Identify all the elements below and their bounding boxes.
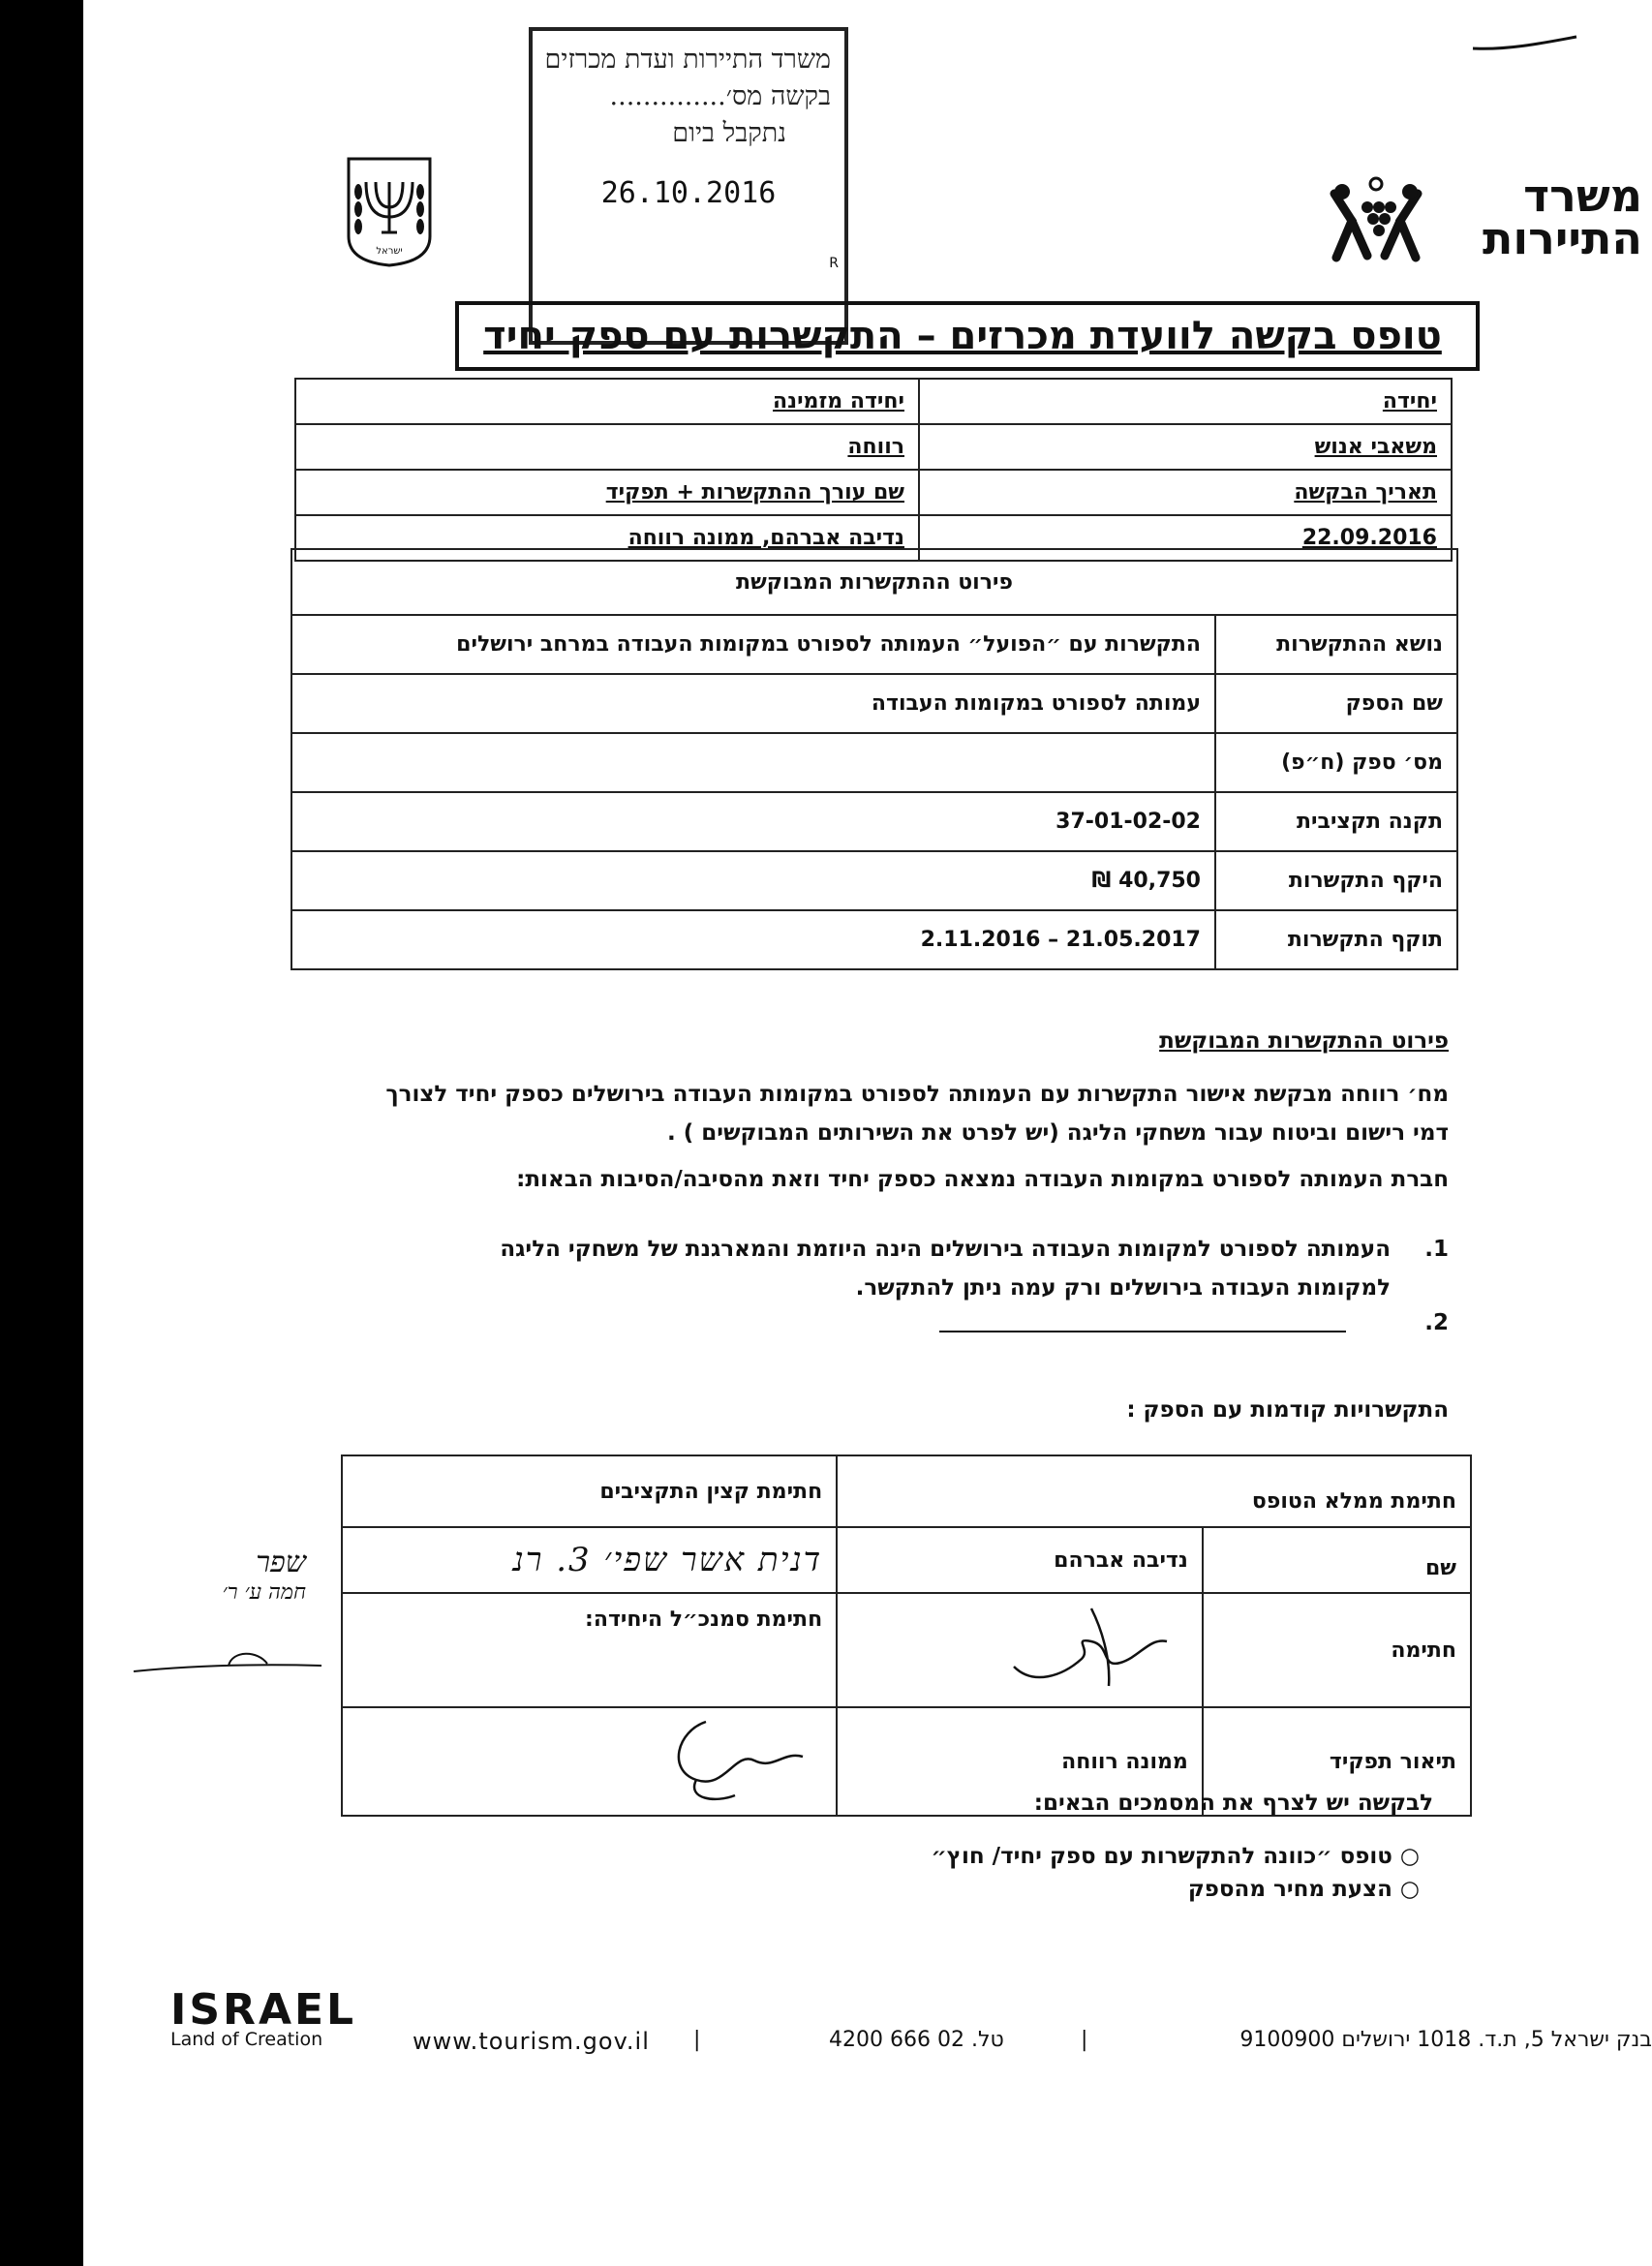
details-table-value: 21.05.2017 – 2.11.2016 xyxy=(291,910,1215,969)
signature-label: חתימה xyxy=(1203,1593,1471,1707)
form-title: טופס בקשה לוועדת מכרזים – התקשרות עם ספק יחיד xyxy=(483,314,1442,358)
request-paragraph-line1: מח׳ רווחה מבקשת אישור התקשרות עם העמותה לספורט במקומות העבודה בירושלים כספק יחיד לצורך xyxy=(385,1082,1449,1107)
state-emblem xyxy=(343,153,436,269)
previous-engagements: התקשרויות קודמות עם הספק : xyxy=(1126,1397,1449,1423)
details-table-row xyxy=(291,792,1457,851)
details-table-label: תקנה תקציבית xyxy=(1215,792,1457,851)
circle-bullet-icon: ○ xyxy=(1392,1844,1420,1869)
budget-officer-signature-header: חתימת קצין התקציבים xyxy=(342,1455,837,1527)
unit-table-row xyxy=(295,424,1452,470)
unit-table-value: יחידה מזמינה xyxy=(295,379,919,424)
filler-signature-cell xyxy=(837,1593,1203,1707)
request-paragraph-line2: דמי רישום וביטוח עבור משחקי הליגה (יש לפרט את השירותים המבוקשים ) . xyxy=(667,1120,1449,1146)
details-table-row xyxy=(291,615,1457,674)
document-page xyxy=(83,0,1652,2266)
pen-stroke-mark xyxy=(1468,29,1584,58)
emblem-caption: ישראל xyxy=(376,246,403,257)
form-title-box xyxy=(455,301,1480,371)
reason1-line1: העמותה לספורט למקומות העבודה בירושלים הינה היוזמת והמארגנת של משחקי הליגה xyxy=(500,1237,1391,1262)
footer-phone: טל. 02 666 4200 xyxy=(829,2028,1004,2052)
unit-table-label: 22.09.2016 xyxy=(919,515,1452,561)
request-section-heading: פירוט ההתקשרות המבוקשת xyxy=(1159,1028,1449,1054)
ministry-name-line2: התיירות xyxy=(1482,212,1642,264)
israel-logo-text: ISRAEL xyxy=(170,1985,357,2035)
reason1-text xyxy=(422,1230,1391,1307)
form-filler-signature-header: חתימת ממלא הטופס xyxy=(837,1455,1471,1527)
unit-table xyxy=(294,378,1453,562)
margin-handwritten-note xyxy=(141,1546,306,1605)
role-label: תיאור תפקיד xyxy=(1203,1707,1471,1816)
details-table-value: 40,750 ₪ xyxy=(291,851,1215,910)
received-stamp xyxy=(529,27,848,345)
unit-table-value: שם עורך ההתקשרות + תפקיד xyxy=(295,470,919,515)
margin-underline-stroke xyxy=(132,1637,325,1675)
footer-divider-1: | xyxy=(693,2028,701,2052)
details-table-value: עמותה לספורט במקומות העבודה xyxy=(291,674,1215,733)
details-table-label: תוקף התקשרות xyxy=(1215,910,1457,969)
details-table-label: נושא ההתקשרות xyxy=(1215,615,1457,674)
details-table-row xyxy=(291,733,1457,792)
unit-table-value: נדיבה אברהם, ממונה רווחה xyxy=(295,515,919,561)
reason1-line2: למקומות העבודה בירושלים ורק עמה ניתן להתקשר. xyxy=(855,1275,1391,1301)
stamp-mark: R xyxy=(829,256,839,271)
budget-officer-signature-cell xyxy=(342,1527,837,1593)
footer-address: בנק ישראל 5, ת.ד. 1018 ירושלים 9100900 xyxy=(1239,2028,1652,2052)
details-table xyxy=(291,548,1458,970)
footer-website[interactable]: www.tourism.gov.il xyxy=(413,2028,650,2055)
stamp-date: 26.10.2016 xyxy=(600,176,777,210)
unit-table-value: רווחה xyxy=(295,424,919,470)
margin-note-line1: שפר xyxy=(256,1546,306,1579)
ministry-name xyxy=(1439,169,1642,264)
circle-bullet-icon: ○ xyxy=(1392,1877,1420,1902)
ministry-name-line1: משרד xyxy=(1523,169,1642,222)
unit-table-row xyxy=(295,470,1452,515)
attachments-heading: לבקשה יש לצרף את המסמכים הבאים: xyxy=(1033,1791,1433,1816)
name-value: נדיבה אברהם xyxy=(837,1527,1203,1593)
request-paragraph xyxy=(345,1075,1449,1152)
details-table-value xyxy=(291,733,1215,792)
reason2-blank-line xyxy=(939,1331,1346,1332)
ministry-logo xyxy=(1323,169,1642,271)
margin-note-line2: חמה ע׳ ר׳ xyxy=(222,1580,306,1605)
unit-table-label: תאריך הבקשה xyxy=(919,470,1452,515)
filler-signature-icon xyxy=(994,1599,1188,1696)
stamp-line3: נתקבל ביום xyxy=(672,118,786,148)
unit-table-label: משאבי אנוש xyxy=(919,424,1452,470)
role-value: ממונה רווחה xyxy=(837,1707,1203,1816)
details-table-label: היקף התקשרות xyxy=(1215,851,1457,910)
details-section-title: פירוט ההתקשרות המבוקשת xyxy=(291,549,1457,615)
details-table-label: שם הספק xyxy=(1215,674,1457,733)
israel-logo xyxy=(170,1985,374,2050)
reason2-number: .2 xyxy=(1424,1310,1449,1335)
attachment-item-text: טופס ״כוונה להתקשרות עם ספק יחיד/ חוץ״ xyxy=(931,1844,1392,1869)
details-table-row xyxy=(291,674,1457,733)
scan-dark-edge xyxy=(0,0,83,2266)
attachment-item xyxy=(548,1873,1420,1906)
unit-table-row xyxy=(295,379,1452,424)
reason1-number: .1 xyxy=(1424,1237,1449,1262)
deputy-director-signature-header: חתימת סמנכ״ל היחידה: xyxy=(342,1593,837,1707)
attachments-list xyxy=(548,1840,1420,1906)
details-table-value: התקשרות עם ״הפועל״ העמותה לספורט במקומות העבודה במרחב ירושלים xyxy=(291,615,1215,674)
attachment-item xyxy=(548,1840,1420,1873)
stamp-line2: בקשה מס׳.............. xyxy=(609,81,831,111)
attachment-item-text: הצעת מחיר מהספק xyxy=(1187,1877,1392,1902)
details-table-value: 37-01-02-02 xyxy=(291,792,1215,851)
unit-table-label: יחידה xyxy=(919,379,1452,424)
stamp-line1: משרד התיירות ועדת מכרזים xyxy=(544,45,831,75)
tourism-figures-icon xyxy=(1323,174,1429,271)
details-table-row xyxy=(291,910,1457,969)
reason-intro: חברת העמותה לספורט במקומות העבודה נמצאה כספק יחיד וזאת מהסיבה/הסיבות הבאות: xyxy=(516,1167,1449,1192)
budget-officer-handwriting: דנית אשר שפי׳ 3. רנ xyxy=(512,1541,823,1579)
signature-table xyxy=(341,1455,1472,1817)
details-table-row xyxy=(291,851,1457,910)
israel-logo-tagline: Land of Creation xyxy=(170,2029,323,2050)
footer-divider-2: | xyxy=(1081,2028,1088,2052)
name-label: שם xyxy=(1203,1527,1471,1593)
details-table-label: מס׳ ספק (ח״פ) xyxy=(1215,733,1457,792)
